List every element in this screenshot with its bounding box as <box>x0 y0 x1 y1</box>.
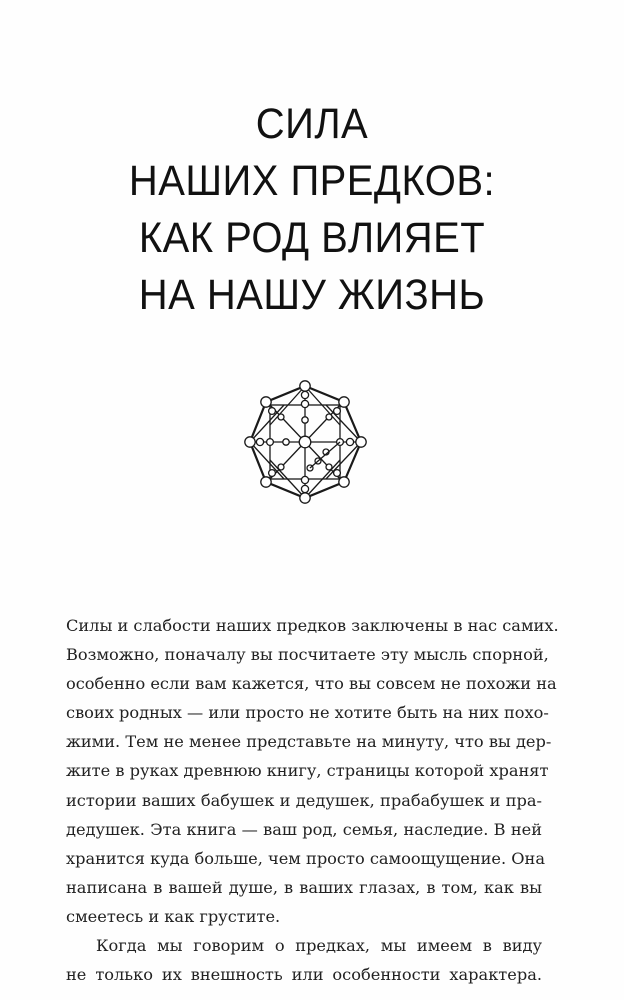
text-line: своих родных — или просто не хотите быть на них похо- <box>66 703 549 723</box>
text-line: Силы и слабости наших предков заключены в нас самих. <box>66 616 559 635</box>
text-line: Когда мы говорим о предках, мы имеем в виду <box>96 936 542 956</box>
text-line: написана в вашей душе, в ваших глазах, в том, как вы <box>66 877 542 897</box>
text-line: истории ваших бабушек и дедушек, прабабушек и пра- <box>66 790 542 810</box>
text-line: смеетесь и как грустите. <box>66 906 281 926</box>
chapter-title-line-3: КАК РОД ВЛИЯЕТ <box>138 214 486 262</box>
chapter-title-line-4: НА НАШУ ЖИЗНЬ <box>138 271 486 319</box>
text-line: дедушек. Эта книга — ваш род, семья, наследие. В ней <box>66 819 542 839</box>
octagonal-ancestral-sigil-icon <box>244 380 368 504</box>
text-line: Возможно, поначалу вы посчитаете эту мысль спорной, <box>66 645 549 665</box>
text-line: жите в руках древнюю книгу, страницы которой хранят <box>66 761 549 781</box>
chapter-title <box>22 96 602 324</box>
text-line: хранится куда больше, чем просто самоощущение. Она <box>66 848 546 868</box>
text-line: не только их внешность или особенности характера. <box>66 965 542 985</box>
text-line: жими. Тем не менее представьте на минуту, что вы дер- <box>66 732 552 752</box>
body-text <box>66 611 559 989</box>
paragraph-1 <box>66 611 559 931</box>
chapter-title-line-1: СИЛА <box>255 100 369 148</box>
text-line: особенно если вам кажется, что вы совсем не похожи на <box>66 674 557 694</box>
paragraph-2 <box>66 931 542 989</box>
chapter-title-line-2: НАШИХ ПРЕДКОВ: <box>128 157 496 205</box>
